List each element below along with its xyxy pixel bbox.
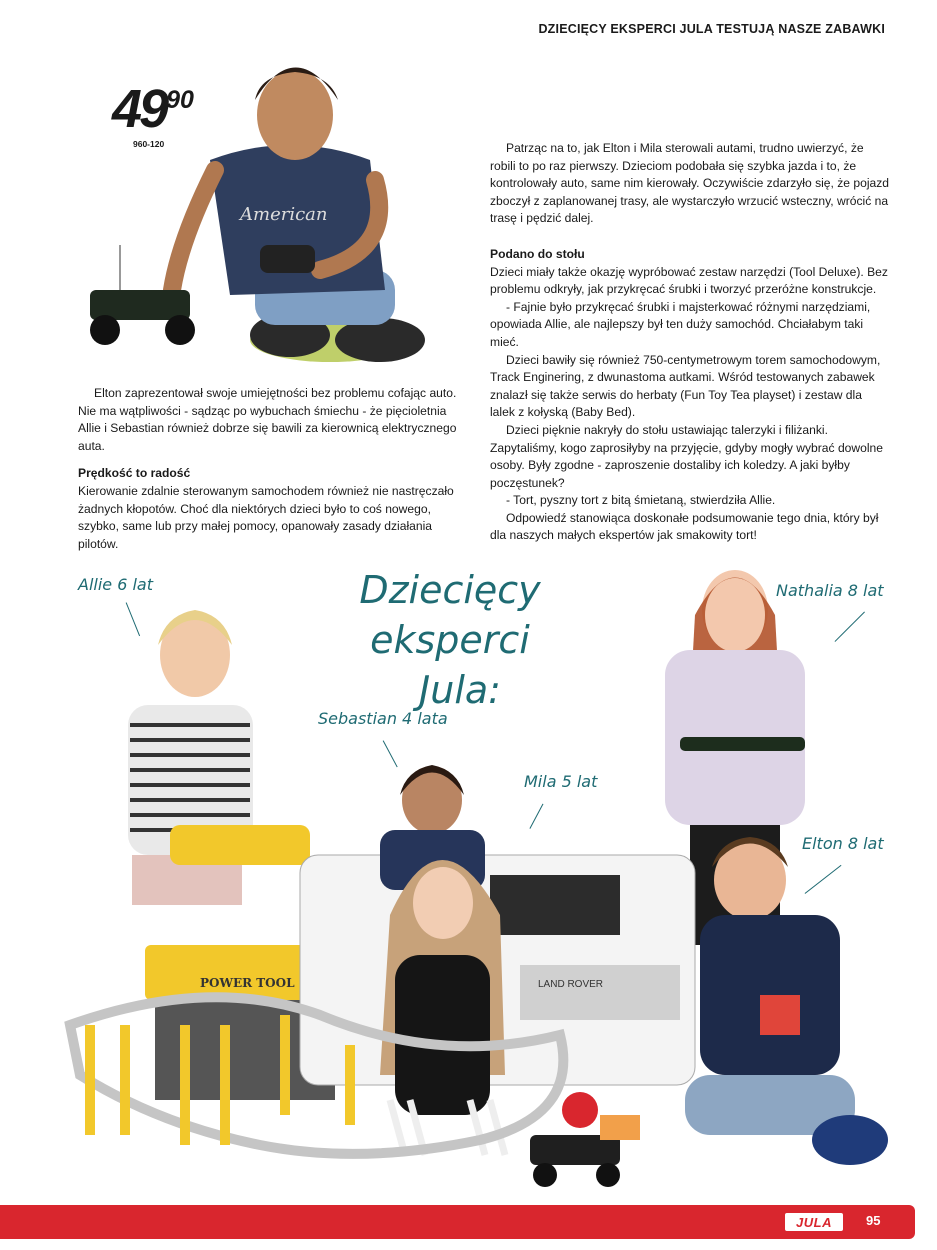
jula-logo [785, 1213, 843, 1231]
paragraph: Dzieci bawiły się również 750-centymetrowym torem samochodowym, Track Enginering, z dwunastoma autkami. Wśród testowanych zabawek znalazł się także serwis do herbaty (Fun Toy Tea playset) i zestaw dla lalek z kołyską (Baby Bed). [490, 352, 881, 420]
paragraph: - Fajnie było przykręcać śrubki i majsterkować różnymi narzędziami, opowiada Allie, ale najlepszy był ten duży samochód. Chciałabym taki mieć. [490, 299, 871, 349]
name-label-elton: Elton 8 lat [802, 834, 884, 853]
paragraph: - Tort, pyszny tort z bitą śmietaną, stwierdziła Allie. [506, 493, 776, 508]
paragraph-intro: Elton zaprezentował swoje umiejętności bez problemu cofając auto. Nie ma wątpliwości - sądząc po wybuchach śmiechu - że pięcioletnia Allie i Sebastian również dobrze się bawili za kierownicą elektrycznego auta. [78, 386, 457, 453]
price-decimal: 90 [166, 86, 194, 114]
handwritten-title [285, 565, 615, 715]
product-sku: 960-120 [133, 139, 165, 149]
paragraph: Dzieci pięknie nakryły do stołu ustawiając talerzyki i filiżanki. Zapytaliśmy, kogo zaprosiłyby na przyjęcie, gdyby mogły wybrać dowolne osoby. Były zgodne - zaproszenie dostaliby ich koledzy. A jaki byłby poczęstunek? [490, 422, 883, 490]
name-label-sebastian: Sebastian 4 lata [318, 709, 448, 728]
section-heading-speed: Prędkość to radość [78, 466, 191, 481]
section-heading-table: Podano do stołu [490, 246, 585, 261]
paragraph: Dzieci miały także okazję wypróbować zestaw narzędzi (Tool Deluxe). Bez problemu odkryły, jak przykręcać śrubki i tworzyć przeróżne konstrukcje. [490, 264, 888, 297]
svg-text:American: American [240, 204, 328, 225]
name-label-allie: Allie 6 lat [78, 575, 153, 594]
article-right-column [490, 140, 890, 545]
svg-text:POWER TOOL: POWER TOOL [200, 976, 295, 990]
article-left-column [78, 385, 468, 553]
name-label-mila: Mila 5 lat [524, 772, 598, 791]
footer-bar [0, 1205, 915, 1239]
handwritten-title-line1: Dziecięcy eksperci [359, 568, 541, 662]
price-integer: 49 [112, 79, 167, 139]
name-label-nathalia: Nathalia 8 lat [776, 581, 884, 600]
svg-text:LAND ROVER: LAND ROVER [538, 979, 604, 990]
price-tag [112, 79, 194, 139]
page-number: 95 [866, 1213, 881, 1228]
logo-text: JULA [796, 1214, 832, 1230]
paragraph: Kierowanie zdalnie sterowanym samochodem również nie nastręczało żadnych kłopotów. Choć dla niektórych dzieci było to coś nowego, szybko, same lub przy małej pomocy, opanowały zasady działania pilotów. [78, 483, 454, 551]
paragraph: Odpowiedź stanowiąca doskonałe podsumowanie tego dnia, który był dla naszych małych ekspertów jak smakowity tort! [490, 510, 879, 543]
page-header-title: DZIECIĘCY EKSPERCI JULA TESTUJĄ NASZE ZABAWKI [538, 22, 885, 36]
paragraph-intro: Patrząc na to, jak Elton i Mila sterowali autami, trudno uwierzyć, że robili to po raz pierwszy. Dzieciom podobała się szybka jazda i to, że kontrolowały auto, same nim kierowały. Oczywiście zdarzyło się, że pojazd zboczył z zaplanowanej trasy, ale wystarczyło wrzucić wsteczny, wrócić na trasę i pędzić dalej. [490, 141, 890, 226]
handwritten-title-line2: Jula: [419, 668, 501, 712]
